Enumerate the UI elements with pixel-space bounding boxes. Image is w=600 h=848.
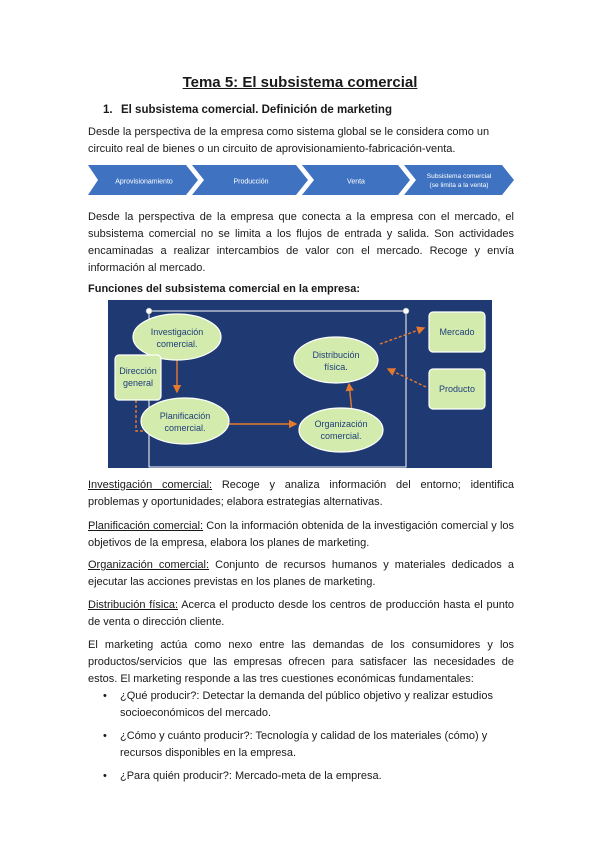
paragraph-2: Desde la perspectiva de la empresa que conecta a la empresa con el mercado, el subsistema comercial no se limita a los flujos de entrada y salida. Son actividades encaminadas a realizar intercambios de valor con el mercado. Recoge y envía información al mercado. bbox=[88, 211, 514, 274]
functions-heading: Funciones del subsistema comercial en la empresa: bbox=[88, 283, 361, 295]
list-item: • ¿Qué producir?: Detectar la demanda del público objetivo y realizar estudios socioeconómicos del mercado. bbox=[103, 690, 493, 719]
node-distribucion bbox=[294, 337, 378, 383]
node-planificacion-label-1: Planificación bbox=[159, 411, 211, 421]
node-distribucion-label-2: física. bbox=[324, 362, 348, 372]
frame-handle-tr bbox=[403, 308, 409, 314]
node-organizacion bbox=[299, 408, 383, 452]
bullet-text: ¿Qué producir?: Detectar la demanda del público objetivo y realizar estudios socioeconómicos del mercado. bbox=[120, 690, 493, 719]
list-item: • ¿Cómo y cuánto producir?: Tecnología y calidad de los materiales (cómo) y recursos disponibles en la empresa. bbox=[103, 730, 488, 759]
term-distribucion: Distribución física: bbox=[88, 599, 178, 611]
text-planificacion: Con la información obtenida de la investigación comercial y los objetivos de la empresa, elabora los planes de marketing. bbox=[88, 520, 514, 549]
list-item: • ¿Para quién producir?: Mercado-meta de la empresa. bbox=[103, 770, 382, 782]
node-direccion-label-1: Dirección bbox=[119, 366, 157, 376]
text-distribucion: Acerca el producto desde los centros de producción hasta el punto de venta o dirección cliente. bbox=[88, 599, 514, 628]
bullet-text: ¿Cómo y cuánto producir?: Tecnología y calidad de los materiales (cómo) y recursos disponibles en la empresa. bbox=[120, 730, 488, 759]
flow-label-subsistema-2: (se limita a la venta) bbox=[429, 182, 489, 189]
term-planificacion: Planificación comercial: bbox=[88, 520, 204, 532]
section-title: El subsistema comercial. Definición de marketing bbox=[121, 104, 392, 116]
frame-handle-tl bbox=[146, 308, 152, 314]
node-investigacion bbox=[133, 314, 221, 360]
flow-label-produccion: Producción bbox=[233, 178, 269, 186]
flow-label-aprovisionamiento: Aprovisionamiento bbox=[115, 178, 173, 186]
functions-diagram bbox=[108, 300, 492, 468]
flow-label-subsistema-1: Subsistema comercial bbox=[426, 173, 492, 180]
page-title: Tema 5: El subsistema comercial bbox=[182, 74, 418, 91]
node-investigacion-label-1: Investigación bbox=[150, 327, 204, 337]
marketing-paragraph: El marketing actúa como nexo entre las demandas de los consumidores y los productos/servicios que las empresas ofrecen para satisfacer las necesidades de estos. El marketing responde a las tres cuestiones económicas fundamentales: bbox=[88, 639, 514, 685]
term-organizacion: Organización comercial: bbox=[88, 559, 210, 571]
flow-step-subsistema bbox=[404, 165, 514, 195]
flow-label-venta: Venta bbox=[347, 178, 365, 186]
node-organizacion-label-2: comercial. bbox=[320, 431, 362, 441]
intro-paragraph: Desde la perspectiva de la empresa como sistema global se le considera como un circuito real de bienes o un circuito de aprovisionamiento-fabricación-venta. bbox=[88, 126, 490, 155]
section-number: 1. bbox=[103, 104, 113, 116]
definition-planificacion bbox=[88, 518, 514, 552]
definition-distribucion bbox=[88, 597, 514, 631]
bullet-list bbox=[100, 688, 514, 791]
text-investigacion: Recoge y analiza información del entorno; identifica problemas y oportunidades; elabora estrategias alternativas. bbox=[88, 479, 514, 508]
node-planificacion bbox=[141, 398, 229, 444]
node-distribucion-label-1: Distribución bbox=[312, 350, 360, 360]
node-investigacion-label-2: comercial. bbox=[156, 339, 198, 349]
definition-investigacion bbox=[88, 477, 514, 511]
node-producto-label: Producto bbox=[438, 384, 476, 394]
node-direccion-label-2: general bbox=[122, 378, 154, 388]
node-planificacion-label-2: comercial. bbox=[164, 423, 206, 433]
text-organizacion: Conjunto de recursos humanos y materiales dedicados a ejecutar las acciones previstas en los planes de marketing. bbox=[88, 559, 514, 588]
term-investigacion: Investigación comercial: bbox=[88, 479, 213, 491]
definition-organizacion bbox=[88, 557, 514, 591]
node-mercado-label: Mercado bbox=[439, 327, 475, 337]
process-flow bbox=[88, 165, 514, 195]
bullet-text: ¿Para quién producir?: Mercado-meta de la empresa. bbox=[120, 770, 382, 782]
node-organizacion-label-1: Organización bbox=[314, 419, 368, 429]
